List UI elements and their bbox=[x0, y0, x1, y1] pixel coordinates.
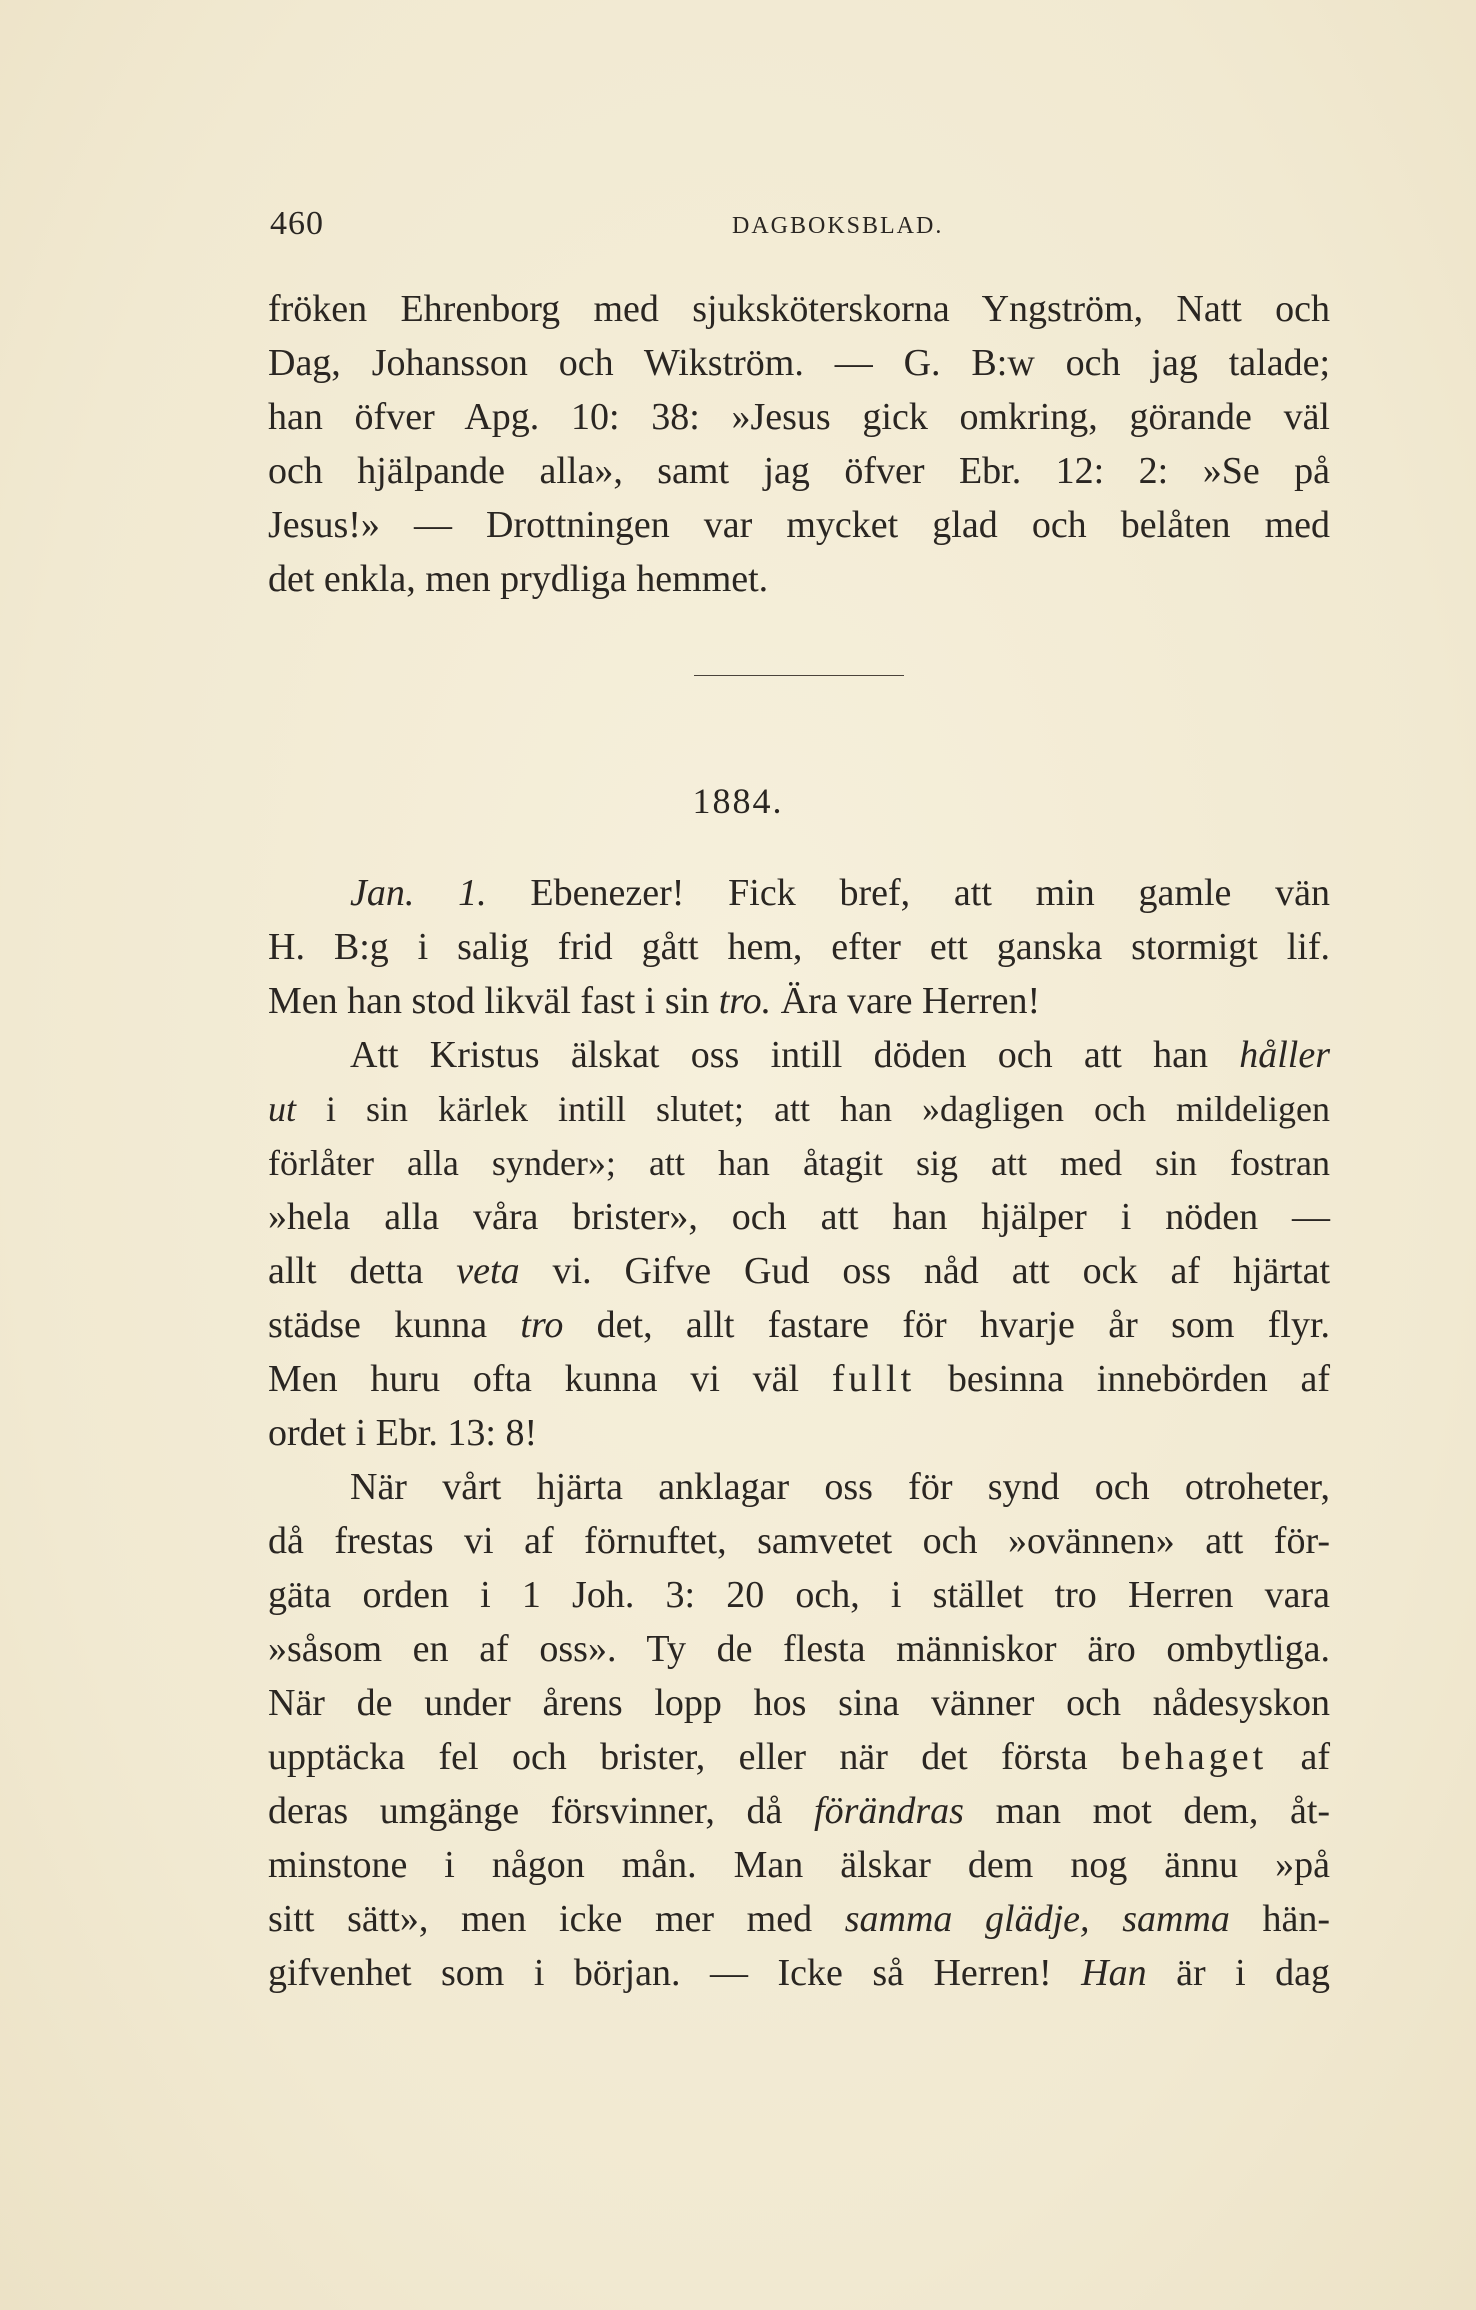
text-line: det enkla, men prydliga hemmet. bbox=[268, 558, 769, 600]
text-line: minstone i någon mån. Man älskar dem nog ännu »på bbox=[268, 1844, 1330, 1886]
section-divider bbox=[694, 675, 904, 676]
text-line: då frestas vi af förnuftet, samvetet och »ovännen» att för- bbox=[268, 1520, 1330, 1562]
page-number: 460 bbox=[270, 205, 324, 242]
text-line: »såsom en af oss». Ty de flesta människor äro ombytliga. bbox=[268, 1628, 1330, 1670]
text-line: H. B:g i salig frid gått hem, efter ett ganska stormigt lif. bbox=[268, 926, 1330, 968]
running-title: DAGBOKSBLAD. bbox=[732, 213, 944, 239]
text-line: gäta orden i 1 Joh. 3: 20 och, i stället tro Herren vara bbox=[268, 1574, 1330, 1616]
diary-entry-jan-1 bbox=[268, 866, 1330, 2000]
text-line: ordet i Ebr. 13: 8! bbox=[268, 1412, 538, 1454]
text-line: ut i sin kärlek intill slutet; att han »dagligen och mildeligen bbox=[268, 1089, 1330, 1129]
text-line: och hjälpande alla», samt jag öfver Ebr. 12: 2: »Se på bbox=[268, 450, 1330, 492]
text-line: Att Kristus älskat oss intill döden och att han håller bbox=[350, 1034, 1331, 1076]
page-header bbox=[270, 205, 1320, 245]
text-line: När vårt hjärta anklagar oss för synd och otroheter, bbox=[350, 1466, 1330, 1508]
entry-date-day: 1. bbox=[458, 872, 487, 914]
text-line: allt detta veta vi. Gifve Gud oss nåd att ock af hjärtat bbox=[268, 1250, 1331, 1292]
text-line: förlåter alla synder»; att han åtagit sig att med sin fostran bbox=[268, 1143, 1330, 1183]
text-line: Jan. 1. Ebenezer! Fick bref, att min gamle vän bbox=[350, 872, 1331, 914]
paragraph-continuation bbox=[268, 282, 1330, 606]
text-line: Men han stod likväl fast i sin tro. Ära vare Herren! bbox=[268, 980, 1041, 1022]
text-line: deras umgänge försvinner, då förändras man mot dem, åt- bbox=[268, 1790, 1331, 1832]
text-line: fröken Ehrenborg med sjuksköterskorna Yngström, Natt och bbox=[268, 288, 1330, 330]
text-line: gifvenhet som i början. — Icke så Herren! Han är i dag bbox=[268, 1952, 1331, 1994]
text-line: upptäcka fel och brister, eller när det första behaget af bbox=[268, 1736, 1331, 1778]
text-line: »hela alla våra brister», och att han hjälper i nöden — bbox=[268, 1196, 1330, 1238]
text-line: städse kunna tro det, allt fastare för hvarje år som flyr. bbox=[268, 1304, 1331, 1346]
text-line: sitt sätt», men icke mer med samma glädje, samma hän- bbox=[268, 1898, 1331, 1940]
text-line: Jesus!» — Drottningen var mycket glad och belåten med bbox=[268, 504, 1330, 546]
year-heading: 1884. bbox=[692, 781, 784, 821]
text-line: Dag, Johansson och Wikström. — G. B:w och jag talade; bbox=[268, 342, 1330, 384]
entry-date-month: Jan. bbox=[350, 872, 415, 914]
text-line: Men huru ofta kunna vi väl fullt besinna innebörden af bbox=[268, 1358, 1330, 1400]
text-line: han öfver Apg. 10: 38: »Jesus gick omkring, görande väl bbox=[268, 396, 1330, 438]
text-line: När de under årens lopp hos sina vänner och nådesyskon bbox=[268, 1682, 1330, 1724]
